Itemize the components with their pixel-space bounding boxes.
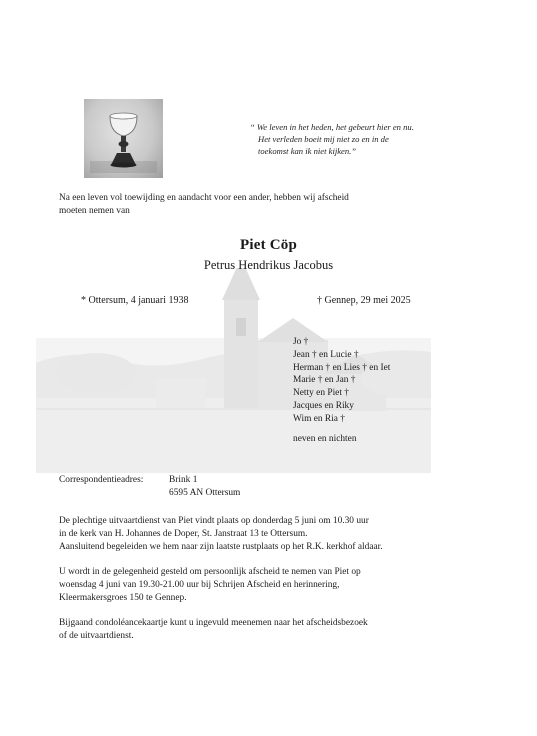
chalice-photo [84,99,163,178]
condolence-paragraph [59,617,368,643]
funeral-line: Aansluitend begeleiden we hem naar zijn laatste rustplaats op het R.K. kerkhof aldaar. [59,541,383,552]
family-member: Marie † en Jan † [293,375,356,386]
chalice-icon [84,99,163,178]
family-member: Wim en Ria † [293,413,345,424]
quote-line: “ We leven in het heden, het gebeurt hier en nu. [250,122,414,132]
quote-block [250,121,470,158]
address-line: 6595 AN Ottersum [169,487,241,498]
nephews-nieces: neven en nichten [293,434,357,444]
intro-line: Na een leven vol toewijding en aandacht voor een ander, hebben wij afscheid [59,193,349,203]
intro-paragraph [59,192,349,218]
visitation-paragraph [59,566,361,604]
family-list [293,336,390,426]
family-member: Jo † [293,337,309,347]
funeral-line: in de kerk van H. Johannes de Doper, St. Janstraat 13 te Ottersum. [59,528,308,539]
deceased-name: Piet Cöp [239,237,297,253]
funeral-paragraph [59,515,383,553]
intro-line: moeten nemen van [59,205,130,216]
condolence-line: of de uitvaartdienst. [59,630,134,641]
funeral-line: De plechtige uitvaartdienst van Piet vindt plaats op donderdag 5 juni om 10.30 uur [59,516,369,526]
correspondence-address [169,474,240,500]
quote-line: Het verleden boeit mij niet zo en in de [258,134,389,145]
address-line: Brink 1 [169,475,198,485]
family-member: Netty en Piet † [293,388,349,399]
quote-line: toekomst kan ik niet kijken.” [258,146,357,157]
correspondence-label: Correspondentieadres: [59,475,144,485]
visitation-line: woensdag 4 juni van 19.30-21.00 uur bij Schrijen Afscheid en herinnering, [59,579,340,590]
visitation-line: Kleermakersgroes 150 te Gennep. [59,592,187,603]
family-member: Herman † en Lies † en Iet [293,362,391,373]
family-member: Jacques en Riky [293,400,354,411]
visitation-line: U wordt in de gelegenheid gesteld om persoonlijk afscheid te nemen van Piet op [59,567,361,577]
birth-info: * Ottersum, 4 januari 1938 [81,295,189,306]
condolence-line: Bijgaand condoléancekaartje kunt u ingevuld meenemen naar het afscheidsbezoek [59,618,368,628]
family-member: Jean † en Lucie † [293,349,359,360]
deceased-full-name: Petrus Hendrikus Jacobus [203,258,334,272]
death-info: † Gennep, 29 mei 2025 [317,295,411,306]
